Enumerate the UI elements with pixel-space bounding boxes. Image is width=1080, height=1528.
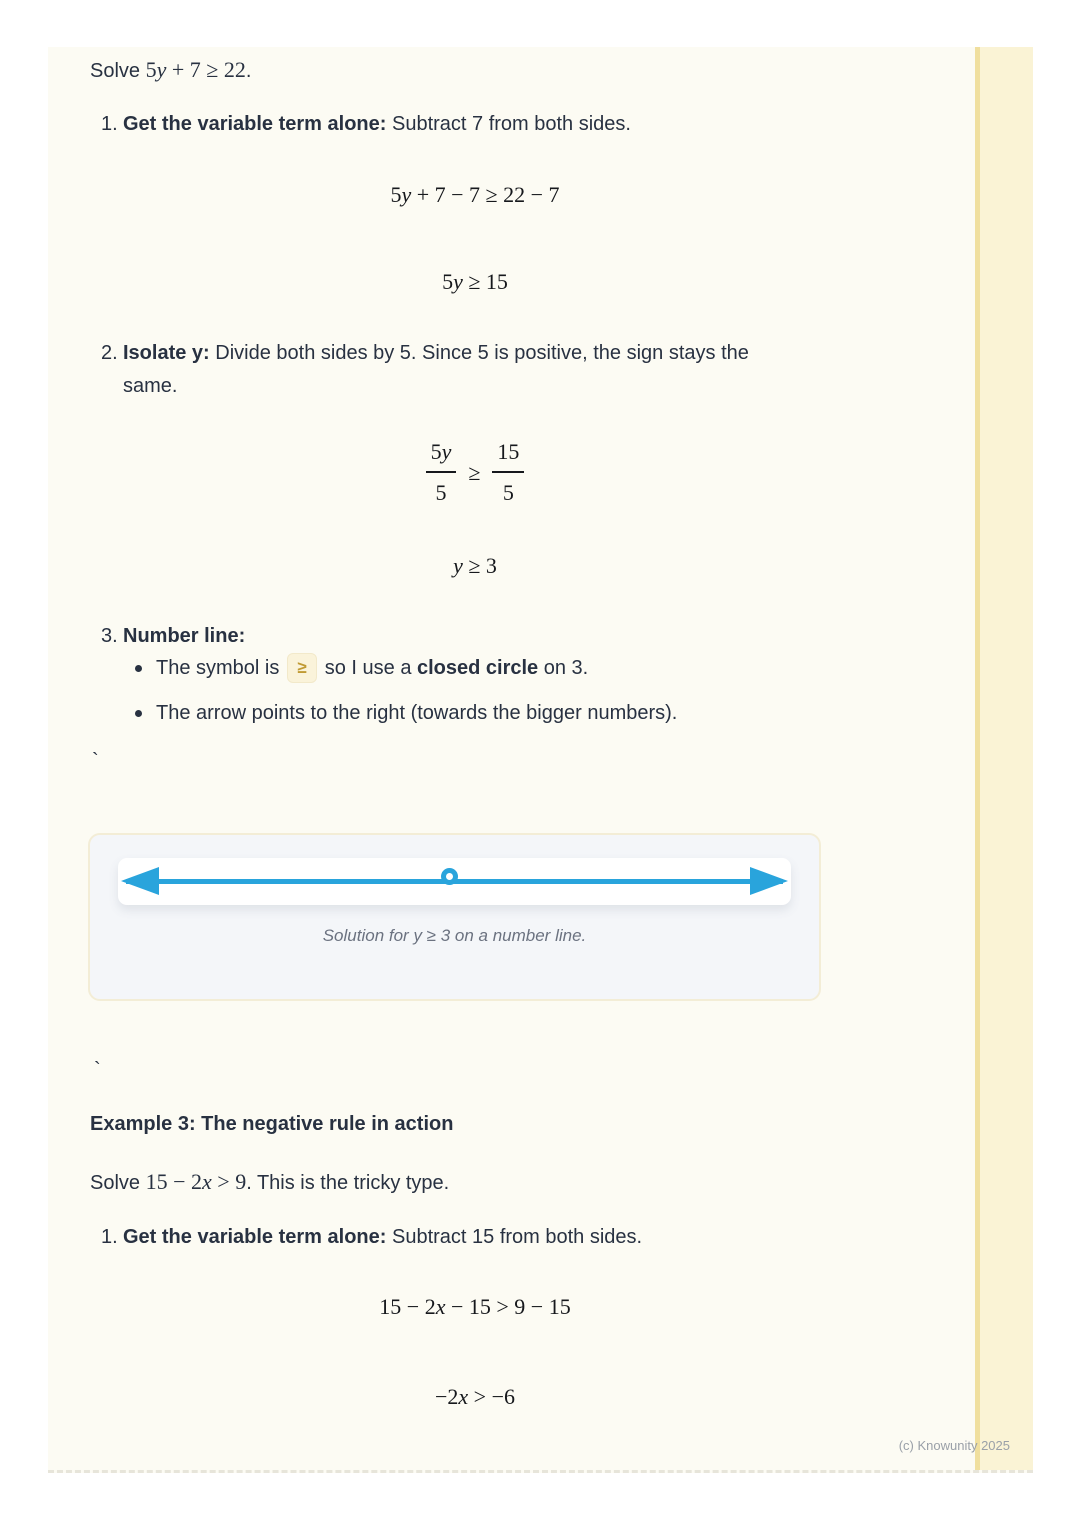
fraction-denominator: 5 (502, 480, 514, 505)
equation-subtract-15 (90, 1290, 860, 1323)
right-arrowhead-icon (750, 867, 788, 895)
step-text (123, 1221, 642, 1254)
equation-y-ge-3 (90, 549, 860, 582)
step-lead-bold: Isolate y: (123, 342, 210, 364)
equation-text: 5y + 7 − 7 ≥ 22 − 7 (390, 182, 560, 207)
open-circle-marker (441, 868, 458, 885)
step-item-3 (101, 620, 801, 653)
text-segment: . (245, 60, 252, 82)
inequality-symbol-badge: ≥ (287, 653, 316, 683)
step-number: 2. (101, 342, 118, 364)
step-number: 1. (101, 113, 118, 135)
bullet-item-symbol (135, 652, 775, 685)
bullet-text (156, 652, 588, 685)
fraction-denominator: 5 (435, 480, 447, 505)
text-segment: The symbol is (156, 657, 280, 679)
number-line-figure (88, 833, 821, 1001)
text-segment: Solve (90, 1172, 146, 1194)
step-item-2 (101, 337, 801, 403)
fraction-left (426, 435, 457, 509)
text-segment: Subtract 7 from both sides. (386, 113, 631, 135)
problem-statement (90, 53, 251, 88)
equation-text: y ≥ 3 (453, 553, 497, 578)
step-lead-bold: Get the variable term alone: (123, 113, 387, 135)
text-segment: so I use a (324, 657, 417, 679)
problem-statement (90, 1165, 449, 1200)
text-segment: Solve (90, 60, 146, 82)
step-item-1 (101, 1221, 801, 1254)
figure-caption: Solution for y ≥ 3 on a number line. (322, 926, 587, 945)
left-arrowhead-icon (121, 867, 159, 895)
fraction-numerator: 5y (426, 435, 457, 473)
step-lead-bold: Number line: (123, 625, 246, 647)
text-segment: . This is the tricky type. (246, 1172, 450, 1194)
equation-text: 15 − 2x − 15 > 9 − 15 (379, 1294, 571, 1319)
equation-subtract-7 (90, 178, 860, 211)
equation-fraction (90, 435, 860, 509)
fraction-numerator: 15 (492, 435, 524, 473)
step-text (123, 620, 245, 653)
bullet-dot (135, 710, 142, 717)
number-line-strip (118, 858, 791, 905)
step-text (123, 337, 801, 403)
equation-text: −2x > −6 (434, 1384, 515, 1409)
equation-neg-2x (90, 1380, 860, 1413)
page-edge-accent-panel (980, 47, 1033, 1470)
bullet-dot (135, 665, 142, 672)
inline-math: 15 − 2x > 9 (145, 1169, 247, 1194)
equation-5y-ge-15 (90, 265, 860, 298)
step-text (123, 108, 631, 141)
section-heading: Example 3: The negative rule in action (90, 1113, 454, 1135)
text-segment: on 3. (538, 657, 589, 679)
text-segment: Subtract 15 from both sides. (386, 1226, 643, 1248)
bullet-item-arrow (135, 697, 775, 730)
step-number: 1. (101, 1226, 118, 1248)
bullet-text: The arrow points to the right (towards the bigger numbers). (156, 702, 678, 724)
stray-backtick: ` (94, 1059, 101, 1081)
bold-text: closed circle (417, 657, 539, 679)
fraction-right (492, 435, 524, 509)
inequality-operator: ≥ (468, 459, 481, 485)
step-lead-bold: Get the variable term alone: (123, 1226, 387, 1248)
stray-backtick: ` (92, 750, 99, 772)
document-page (48, 47, 1033, 1473)
inline-math: 5y + 7 ≥ 22 (145, 57, 246, 82)
step-number: 3. (101, 625, 118, 647)
copyright-text: (c) Knowunity 2025 (898, 1438, 1010, 1453)
text-segment: Divide both sides by 5. Since 5 is positive, the sign stays the same. (123, 342, 749, 397)
equation-text: 5y ≥ 15 (442, 269, 508, 294)
step-item-1 (101, 108, 801, 141)
